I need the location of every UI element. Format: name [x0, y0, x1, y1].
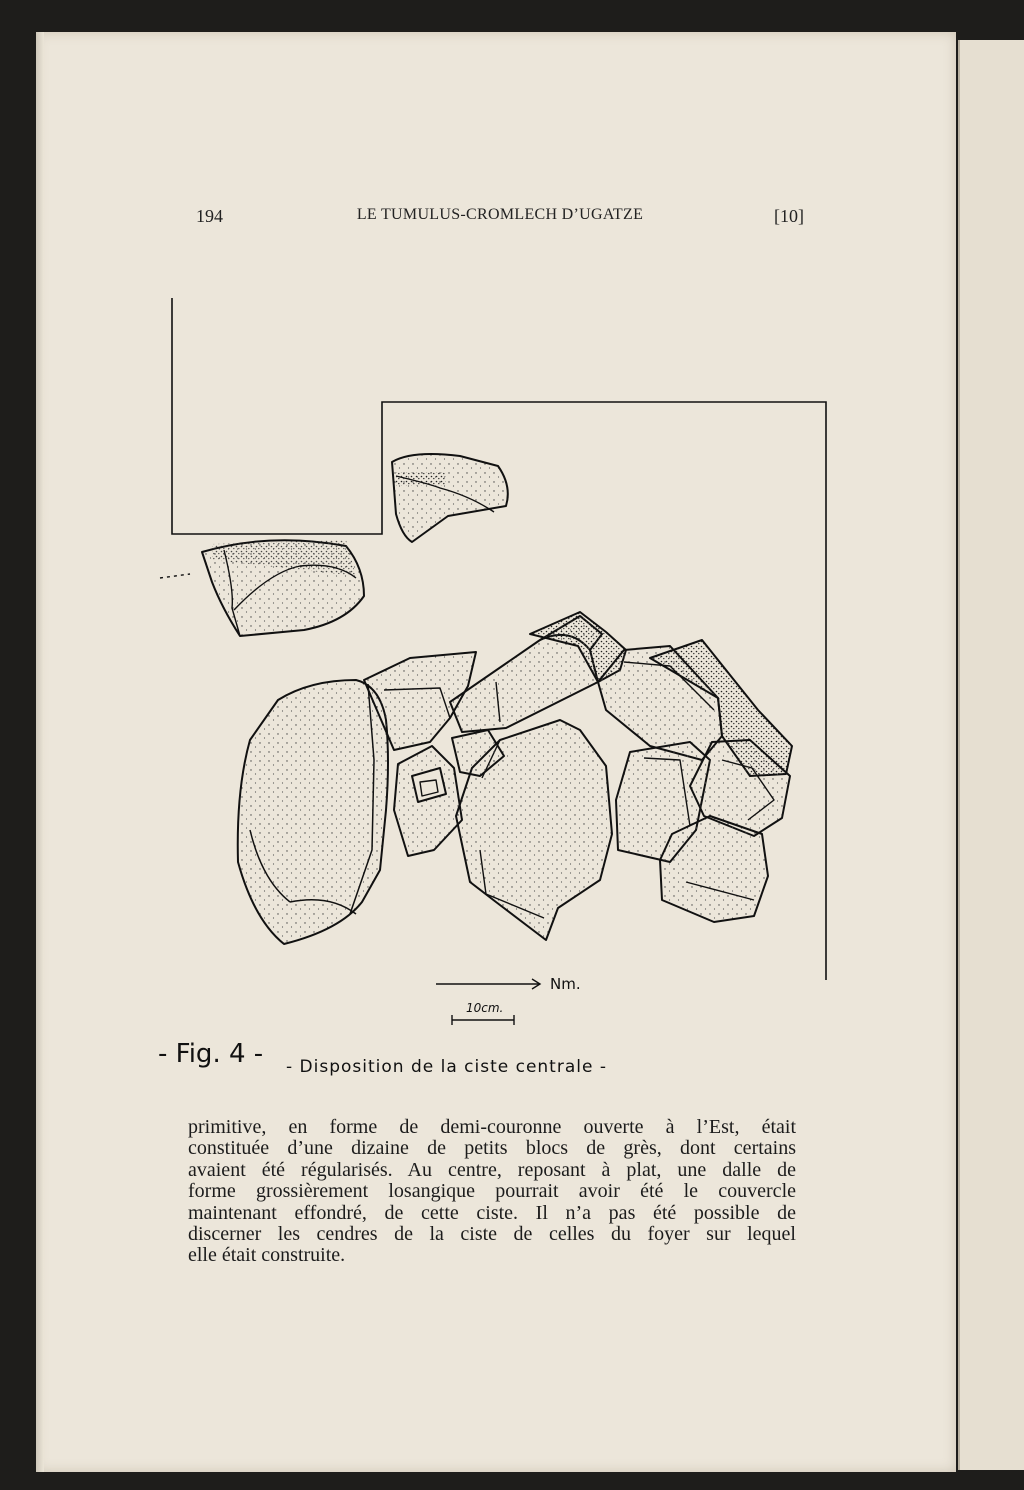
- facing-page-edge: [958, 40, 1024, 1470]
- page-number: 194: [196, 206, 223, 226]
- page-binding-edge: [36, 32, 44, 1472]
- text-line: primitive, en forme de demi-couronne ouverte à l’Est, était: [188, 1116, 796, 1138]
- body-paragraph: [188, 1117, 796, 1267]
- stone-top-right: [392, 454, 508, 542]
- figure-4-drawing: [150, 290, 840, 1100]
- section-number: [10]: [774, 206, 804, 226]
- stone-large-left: [238, 680, 388, 944]
- text-line: forme grossièrement losangique pourrait avoir été le couvercle: [188, 1180, 796, 1203]
- text-line: maintenant effondré, de cette ciste. Il n’a pas été possible de: [188, 1201, 796, 1224]
- text-line: constituée d’une dizaine de petits blocs de grès, dont certains: [188, 1137, 796, 1160]
- text-line: elle était construite.: [188, 1244, 346, 1267]
- text-line: avaient été régularisés. Au centre, reposant à plat, une dalle de: [188, 1158, 796, 1181]
- scale-label: 10cm.: [466, 1001, 504, 1015]
- figure-number: - Fig. 4 -: [158, 1039, 264, 1069]
- scale-bar: [452, 1015, 514, 1025]
- stone-right-bottom: [660, 816, 768, 922]
- text-line: discerner les cendres de la ciste de celles du foyer sur lequel: [188, 1223, 796, 1246]
- running-header: [196, 206, 804, 230]
- running-title: LE TUMULUS-CROMLECH D’UGATZE: [356, 206, 644, 223]
- stone-small-cubic: [394, 746, 462, 856]
- stone-left-outlier: [160, 540, 364, 636]
- figure-caption: - Disposition de la ciste centrale -: [286, 1057, 607, 1077]
- north-arrow: [436, 979, 540, 989]
- arrow-label: Nm.: [550, 975, 581, 993]
